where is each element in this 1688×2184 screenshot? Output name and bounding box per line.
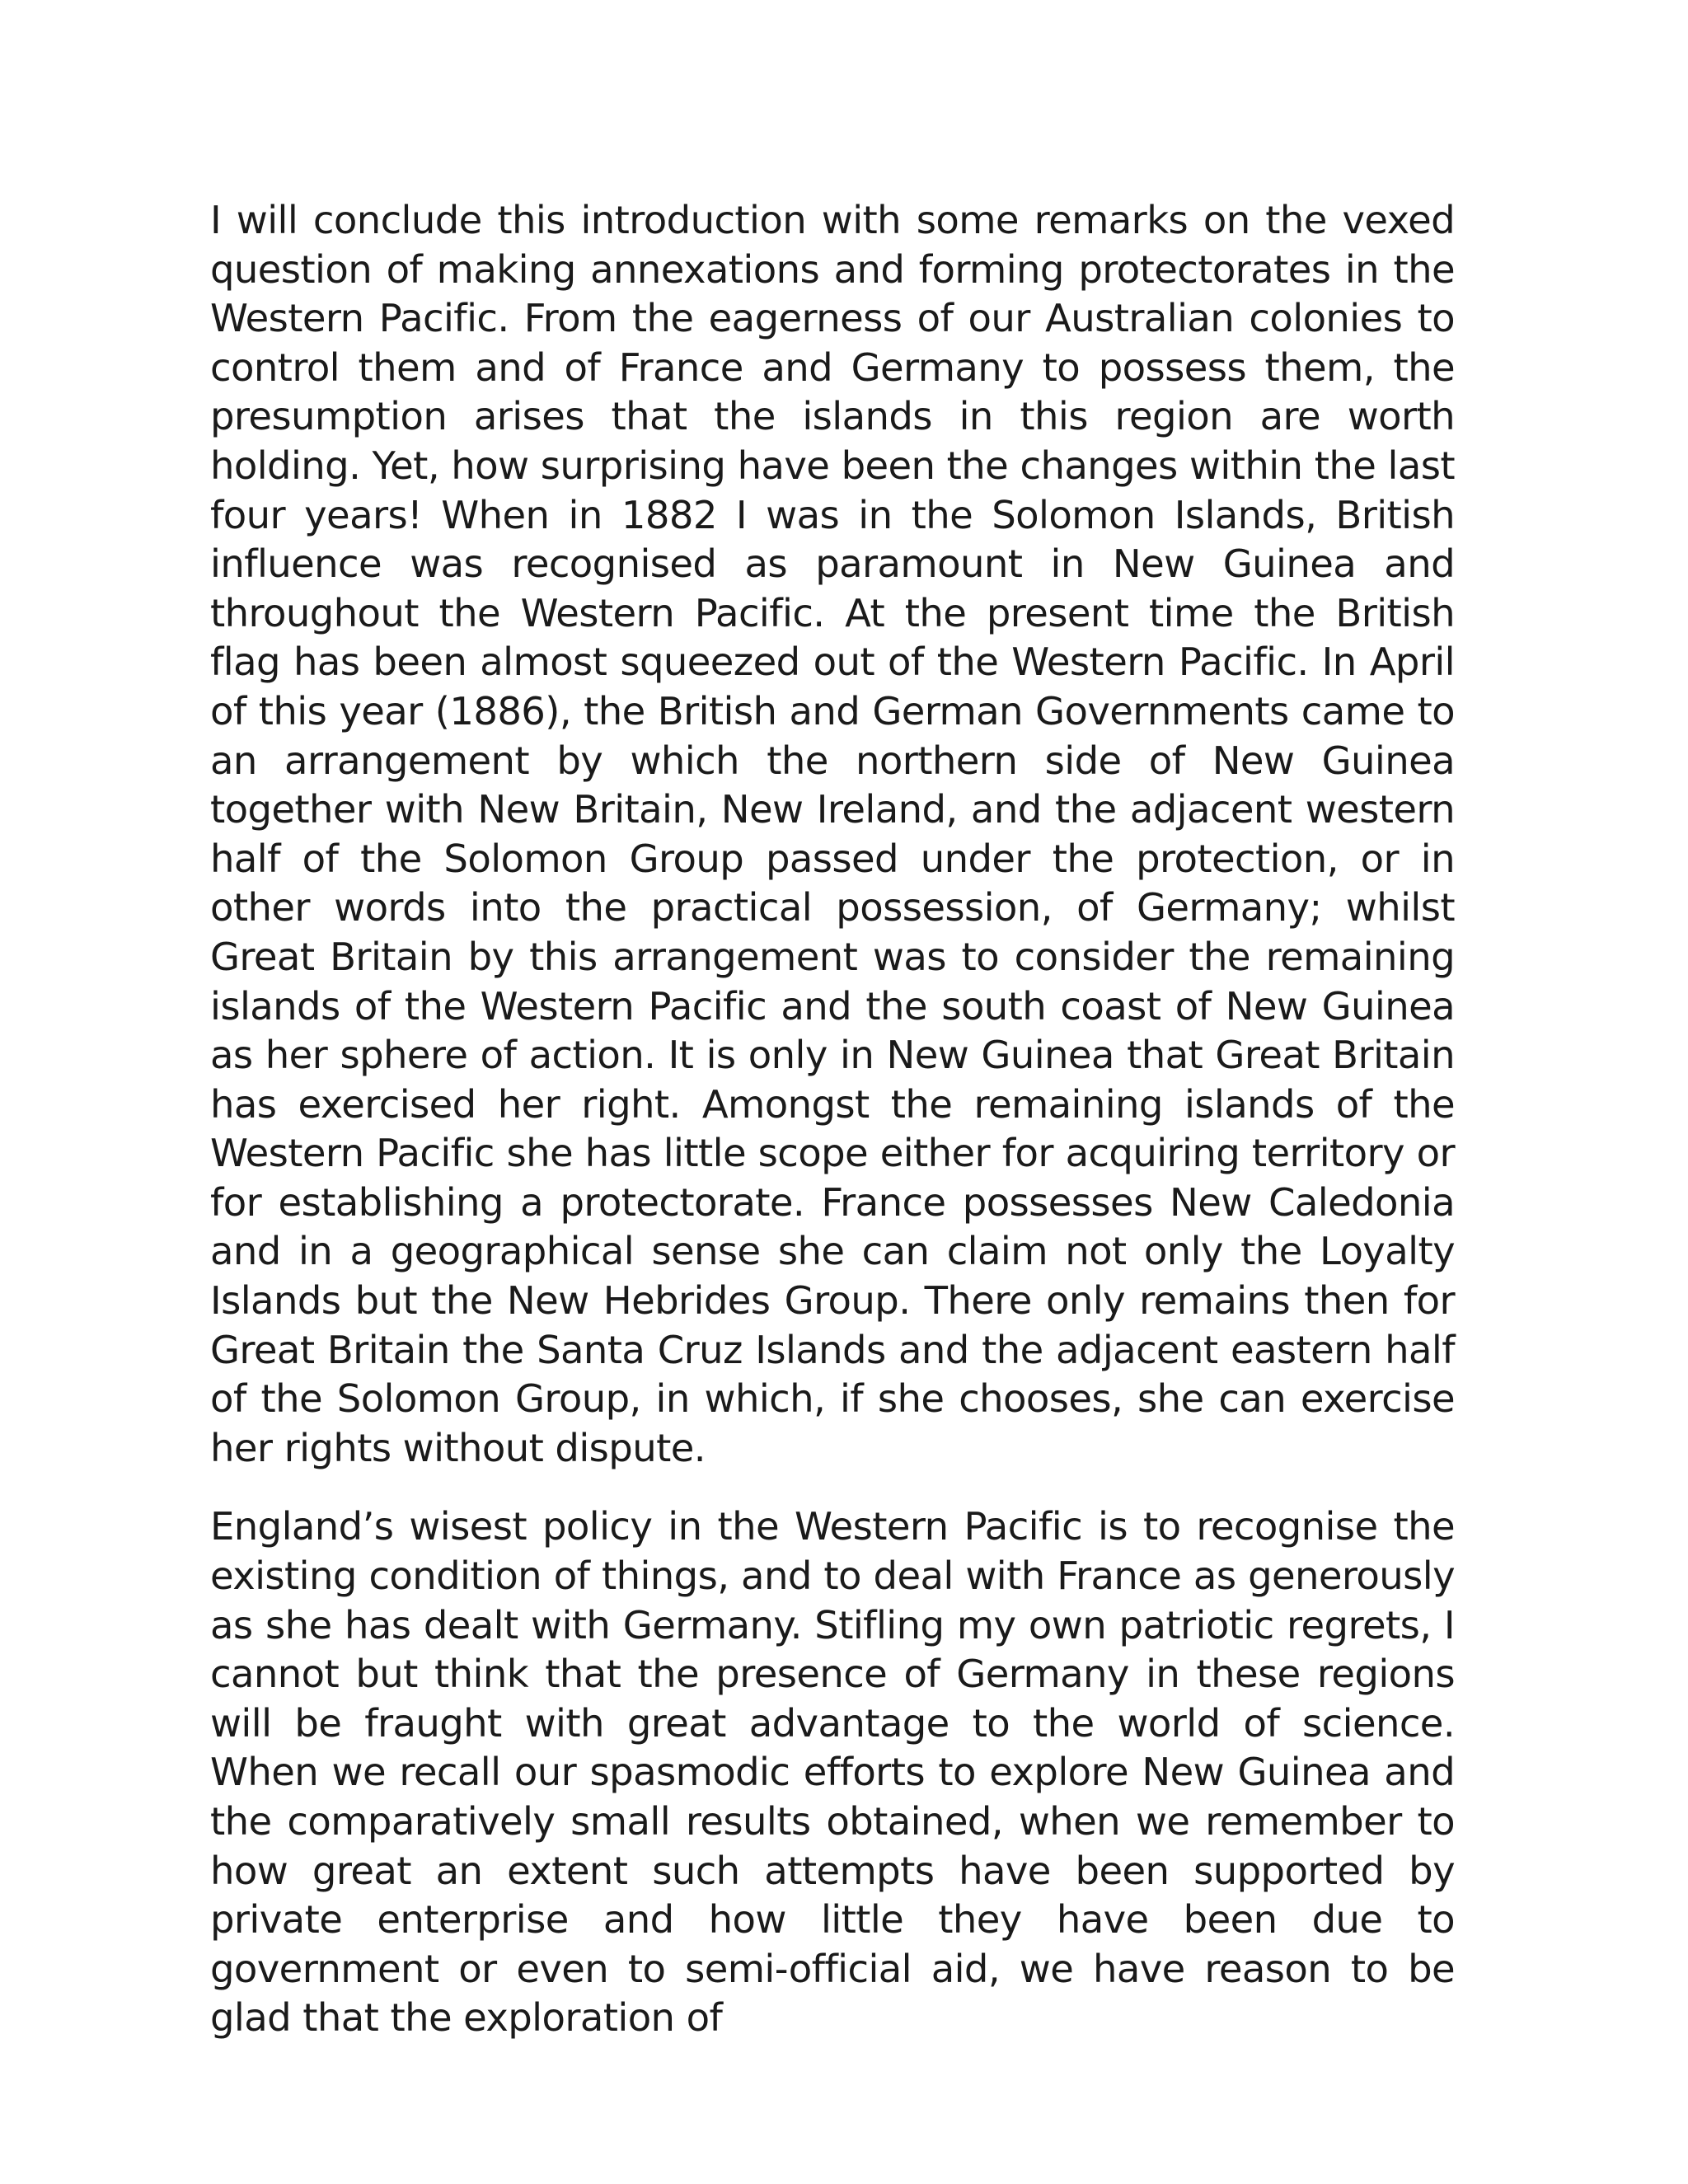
paragraph-annexations: I will conclude this introduction with some remarks on the vexed question of making annexations and forming protectorates in the Western Pacific. From the eagerness of our Australian colonies to control them and of France and Germany to possess them, the presumption arises that the islands in this region are worth holding. Yet, how surprising have been the changes within the last four years! When in 1882 I was in the Solomon Islands, British influence was recognised as paramount in New Guinea and throughout the Western Pacific. At the present time the British flag has been almost squeezed out of the Western Pacific. In April of this year (1886), the British and German Governments came to an arrangement by which the northern side of New Guinea together with New Britain, New Ireland, and the adjacent western half of the Solomon Group passed under the protection, or in other words into the practical possession, of Germany; whilst Great Britain by this arrangement was to consider the remaining islands of the Western Pacific and the south coast of New Guinea as her sphere of action. It is only in New Guinea that Great Britain has exercised her right. Amongst the remaining islands of the Western Pacific she has little scope either for acquiring territory or for establishing a protectorate. France possesses New Caledonia and in a geographical sense she can claim not only the Loyalty Islands but the New Hebrides Group. There only remains then for Great Britain the Santa Cruz Islands and the adjacent eastern half of the Solomon Group, in which, if she chooses, she can exercise her rights without dispute.	[210, 198, 1455, 1470]
paragraph-england-policy: England’s wisest policy in the Western Pacific is to recognise the existing condition of things, and to deal with France as generously as she has dealt with Germany. Stifling my own patriotic regrets, I cannot but think that the presence of Germany in these regions will be fraught with great advantage to the world of science. When we recall our spasmodic efforts to explore New Guinea and the comparatively small results obtained, when we remember to how great an extent such attempts have been supported by private enterprise and how little they have been due to government or even to semi-official aid, we have reason to be glad that the exploration of	[210, 1504, 1455, 2041]
document-page	[210, 196, 1455, 2043]
